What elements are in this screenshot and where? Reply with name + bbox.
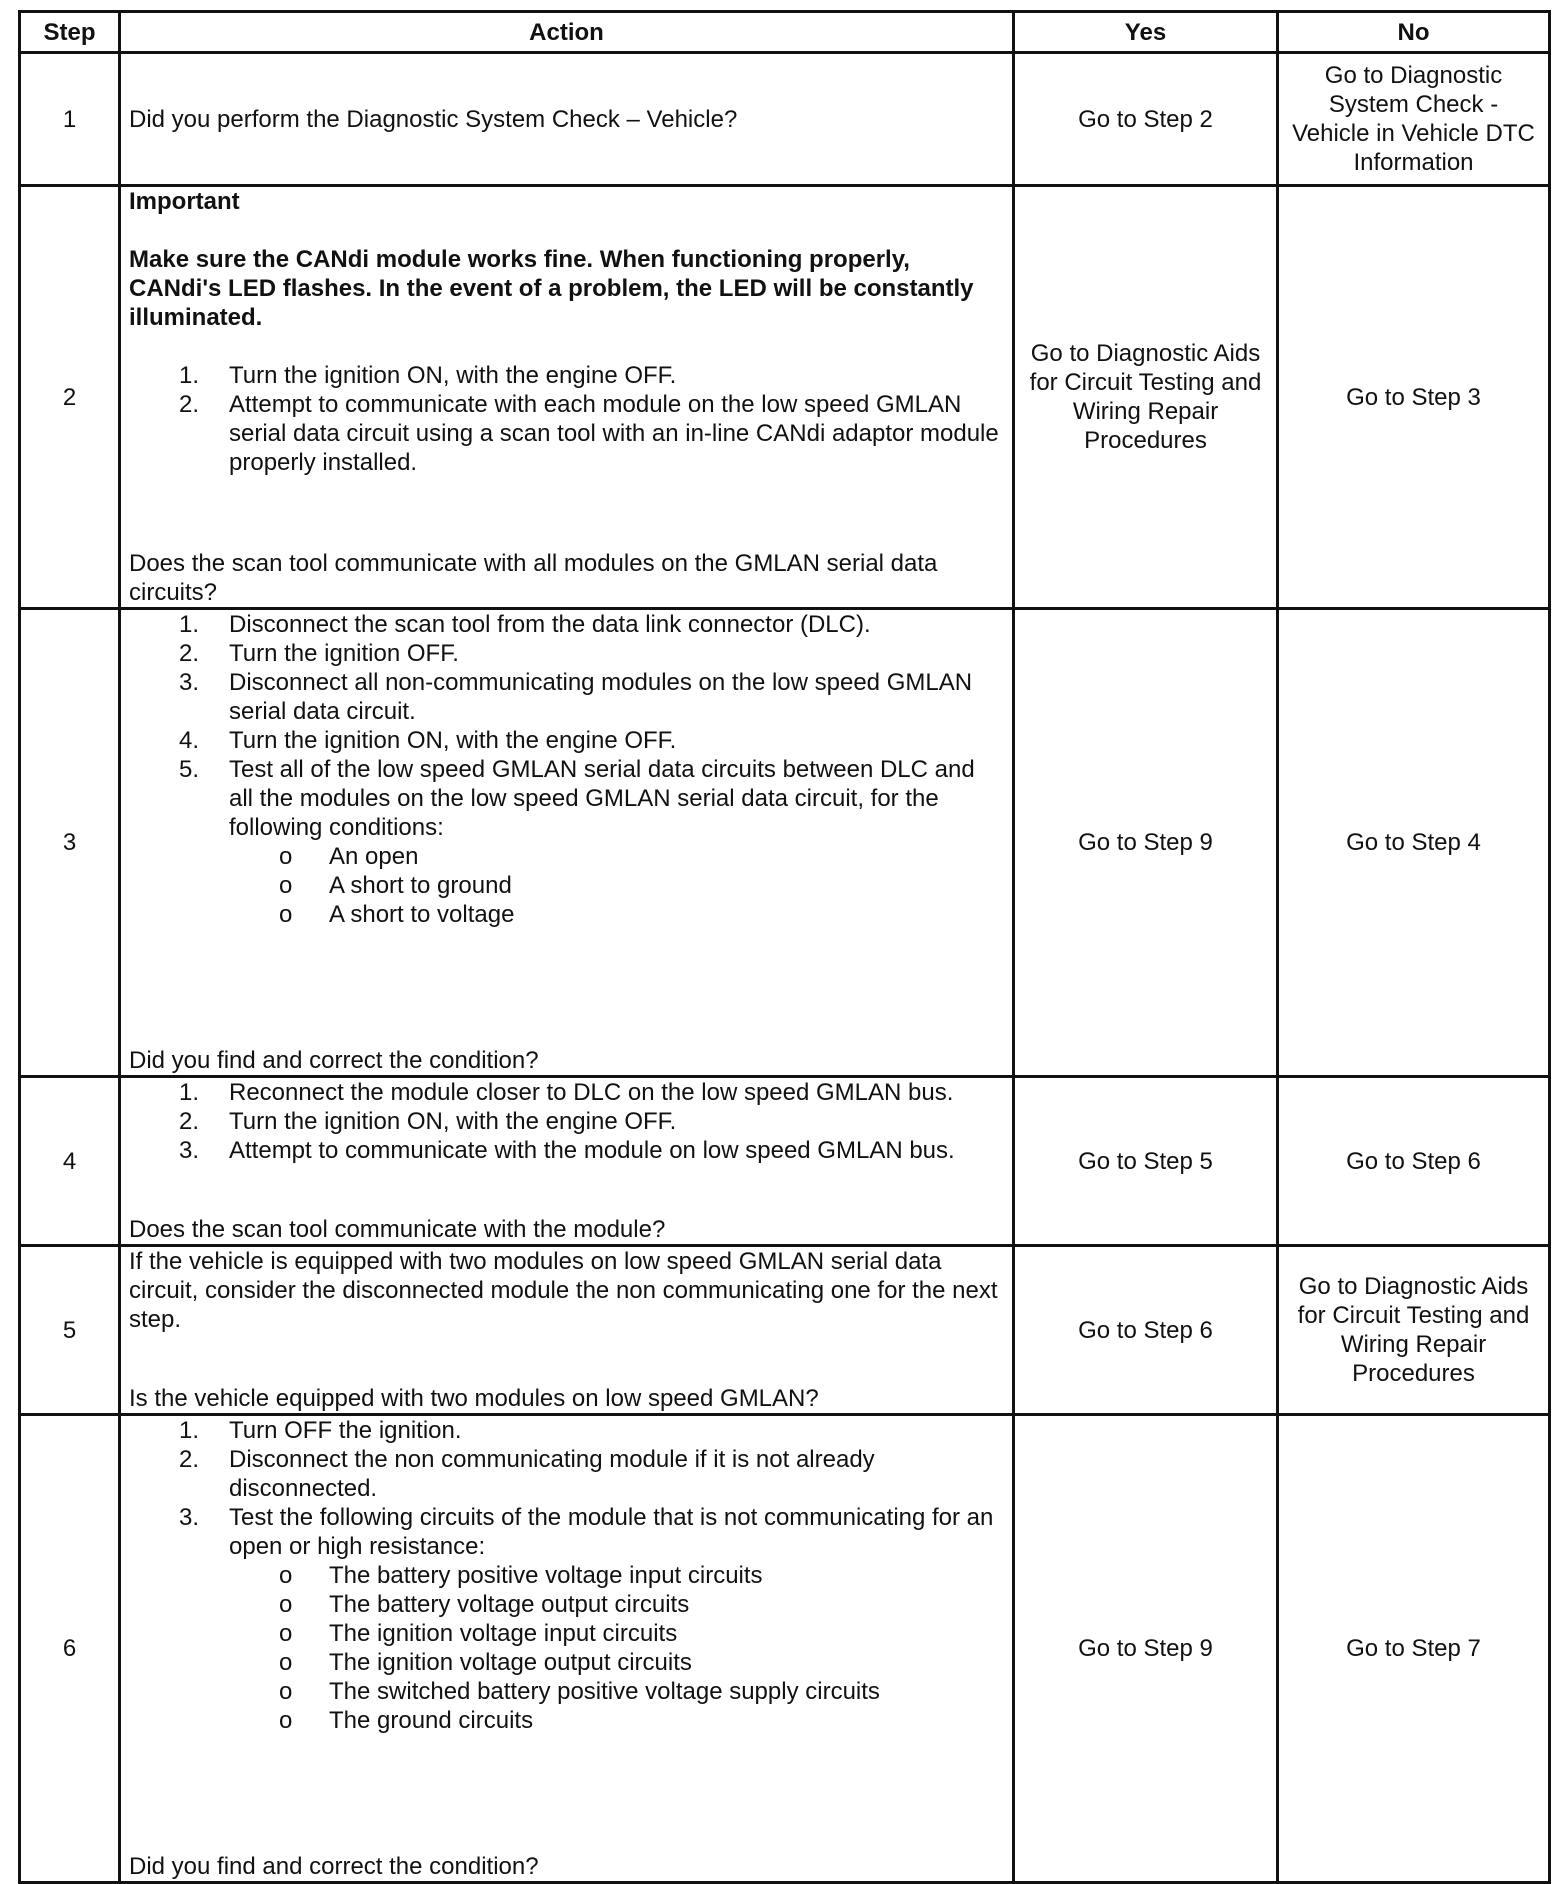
sub-list-item: o A short to ground [279,872,512,899]
question-text: Does the scan tool communicate with all modules on the GMLAN serial data circuits? [129,550,938,606]
important-title: Important [129,188,240,215]
no-cell: Go to Step 4 [1278,609,1550,1077]
no-cell: Go to Diagnostic System Check - Vehicle in Vehicle DTC Information [1278,53,1550,186]
list-item: 4. Turn the ignition ON, with the engine OFF. [179,727,677,754]
table-row [20,1415,1550,1883]
step-number: 6 [20,1415,120,1883]
list-item: 5. Test all of the low speed GMLAN serial data circuits between DLC and all the modules on the low speed GMLAN serial data circuit, for the following conditions: o An open o A short to ground o A short to voltage [129,755,1004,929]
sub-list-item: o The ground circuits [279,1707,534,1734]
sub-list-item: o The ignition voltage output circuits [279,1649,692,1676]
no-cell: Go to Step 6 [1278,1077,1550,1246]
header-yes: Yes [1014,12,1278,53]
instruction-list [129,1416,1004,1735]
step-number: 4 [20,1077,120,1246]
table-row [20,186,1550,609]
yes-cell: Go to Step 9 [1014,1415,1278,1883]
no-cell: Go to Diagnostic Aids for Circuit Testing and Wiring Repair Procedures [1278,1246,1550,1415]
question-text: Did you perform the Diagnostic System Check – Vehicle? [129,105,738,133]
step-number: 1 [20,53,120,186]
header-row [20,12,1550,53]
instruction-list [129,610,1004,929]
list-item: 2. Turn the ignition OFF. [179,640,459,667]
step-number: 2 [20,186,120,609]
header-no: No [1278,12,1550,53]
list-item: 2. Turn the ignition ON, with the engine OFF. [179,1108,677,1135]
yes-cell: Go to Step 9 [1014,609,1278,1077]
question-text: Did you find and correct the condition? [129,1047,539,1074]
sub-list-item: o The battery positive voltage input circuits [279,1562,763,1589]
yes-cell: Go to Diagnostic Aids for Circuit Testing and Wiring Repair Procedures [1014,186,1278,609]
circuit-list [129,1561,1004,1735]
list-item: 1. Reconnect the module closer to DLC on the low speed GMLAN bus. [179,1079,954,1106]
important-note: Make sure the CANdi module works fine. When functioning properly, CANdi's LED flashes. In the event of a problem, the LED will be constantly illuminated. [129,246,974,331]
yes-cell: Go to Step 5 [1014,1077,1278,1246]
instruction-text: If the vehicle is equipped with two modules on low speed GMLAN serial data circuit, consider the disconnected module the non communicating one for the next step. [129,1248,998,1333]
list-item: 2. Disconnect the non communicating module if it is not already disconnected. [179,1446,875,1502]
question-text: Does the scan tool communicate with the module? [129,1216,666,1243]
sub-list-item: o The battery voltage output circuits [279,1591,690,1618]
question-text: Did you find and correct the condition? [129,1853,539,1880]
no-cell: Go to Step 7 [1278,1415,1550,1883]
action-cell [120,1246,1014,1415]
action-cell [120,609,1014,1077]
sub-list-item: o The ignition voltage input circuits [279,1620,678,1647]
header-step: Step [20,12,120,53]
sub-list-item: o The switched battery positive voltage supply circuits [279,1678,880,1705]
instruction-list [129,1078,1004,1165]
list-item: 1. Turn the ignition ON, with the engine OFF. [179,362,677,389]
yes-cell: Go to Step 2 [1014,53,1278,186]
sub-list-item: o An open [279,843,419,870]
question-text: Is the vehicle equipped with two modules on low speed GMLAN? [129,1385,819,1412]
yes-cell: Go to Step 6 [1014,1246,1278,1415]
action-cell [120,1077,1014,1246]
list-item: 3. Attempt to communicate with the module on low speed GMLAN bus. [179,1137,955,1164]
instruction-list [129,361,1004,477]
no-cell: Go to Step 3 [1278,186,1550,609]
list-item: 3. Test the following circuits of the module that is not communicating for an open or high resistance: o The battery positive voltage input circuits o The battery voltage output circuits o The ignition voltage input circuits o The ignition voltage output circuits o The switched battery positive voltage supply circuits o The ground circuits [129,1503,1004,1735]
action-cell [120,1415,1014,1883]
list-item: 3. Disconnect all non-communicating modules on the low speed GMLAN serial data circuit. [179,669,973,725]
condition-list [129,842,1004,929]
list-item: 1. Turn OFF the ignition. [179,1417,462,1444]
sub-list-item: o A short to voltage [279,901,515,928]
header-action: Action [120,12,1014,53]
action-cell [120,186,1014,609]
list-item: 1. Disconnect the scan tool from the data link connector (DLC). [179,611,871,638]
action-cell [120,53,1014,186]
table-row [20,53,1550,186]
step-number: 3 [20,609,120,1077]
step-number: 5 [20,1246,120,1415]
diagnostic-table [18,10,1551,1884]
table-row [20,1246,1550,1415]
list-item: 2. Attempt to communicate with each module on the low speed GMLAN serial data circuit using a scan tool with an in-line CANdi adaptor module properly installed. [179,391,999,476]
table-row [20,609,1550,1077]
table-row [20,1077,1550,1246]
